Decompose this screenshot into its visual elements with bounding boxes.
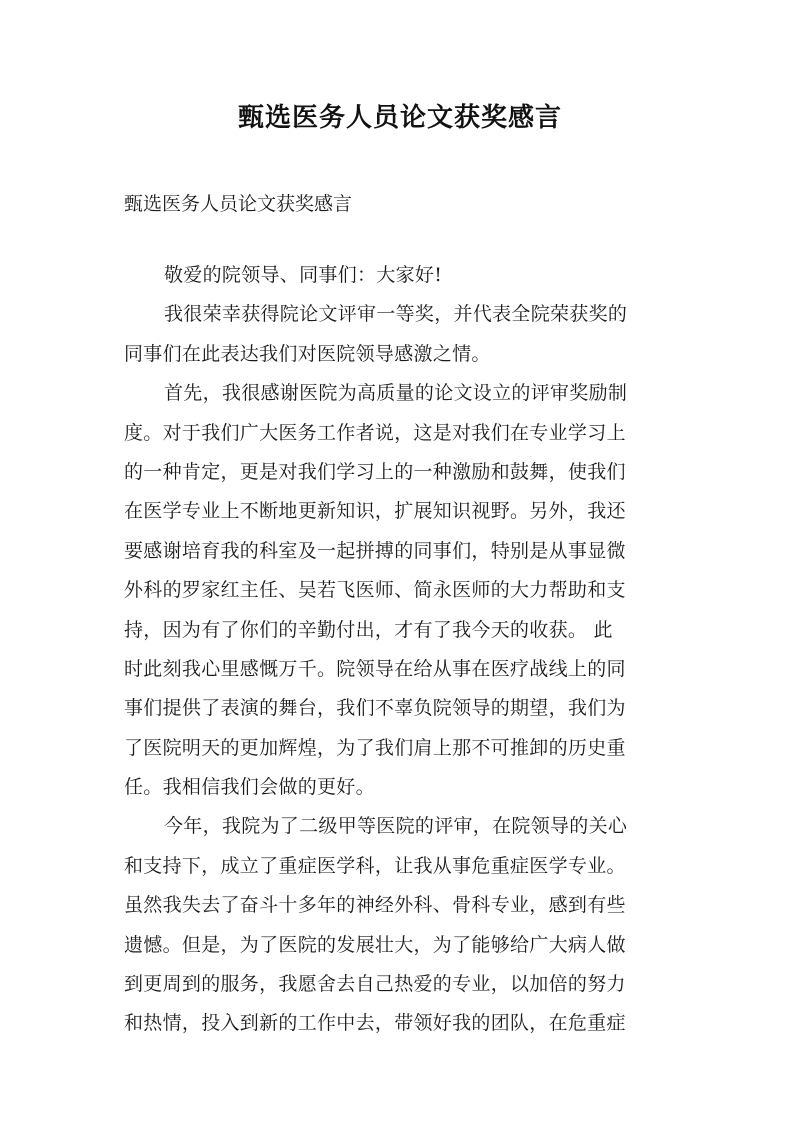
body-line: 要感谢培育我的科室及一起拼搏的同事们，特别是从事显微	[124, 539, 626, 562]
body-line: 遗憾。但是，为了医院的发展壮大，为了能够给广大病人做	[124, 933, 626, 956]
body-line: 首先，我很感谢医院为高质量的论文设立的评审奖励制	[164, 382, 628, 405]
body-line: 的一种肯定，更是对我们学习上的一种激励和鼓舞，使我们	[124, 460, 626, 483]
document-title: 甄选医务人员论文获奖感言	[237, 103, 562, 133]
document-subtitle: 甄选医务人员论文获奖感言	[124, 193, 353, 215]
body-line: 任。我相信我们会做的更好。	[124, 776, 375, 799]
body-line: 到更周到的服务，我愿舍去自己热爱的专业，以加倍的努力	[124, 973, 626, 996]
body-line: 了医院明天的更加辉煌，为了我们肩上那不可推卸的历史重	[124, 736, 626, 759]
body-line: 敬爱的院领导、同事们：大家好!	[164, 264, 443, 286]
body-line: 在医学专业上不断地更新知识，扩展知识视野。另外，我还	[124, 500, 626, 523]
body-line: 和热情，投入到新的工作中去，带领好我的团队，在危重症	[124, 1012, 626, 1035]
body-line: 时此刻我心里感慨万千。院领导在给从事在医疗战线上的同	[124, 657, 626, 680]
body-line: 持，因为有了你们的辛勤付出，才有了我今天的收获。 此	[124, 618, 613, 641]
body-line: 我很荣幸获得院论文评审一等奖，并代表全院荣获奖的	[164, 303, 628, 326]
body-line: 和支持下，成立了重症医学科，让我从事危重症医学专业。	[124, 854, 626, 877]
body-line: 同事们在此表达我们对医院领导感激之情。	[124, 342, 491, 365]
body-line: 虽然我失去了奋斗十多年的神经外科、骨科专业，感到有些	[124, 894, 626, 917]
document-body	[124, 256, 684, 1044]
body-line: 外科的罗家红主任、吴若飞医师、简永医师的大力帮助和支	[124, 579, 626, 602]
body-line: 今年，我院为了二级甲等医院的评审，在院领导的关心	[164, 815, 628, 838]
body-line: 度。对于我们广大医务工作者说，这是对我们在专业学习上	[124, 421, 626, 444]
body-line: 事们提供了表演的舞台，我们不辜负院领导的期望，我们为	[124, 697, 626, 720]
